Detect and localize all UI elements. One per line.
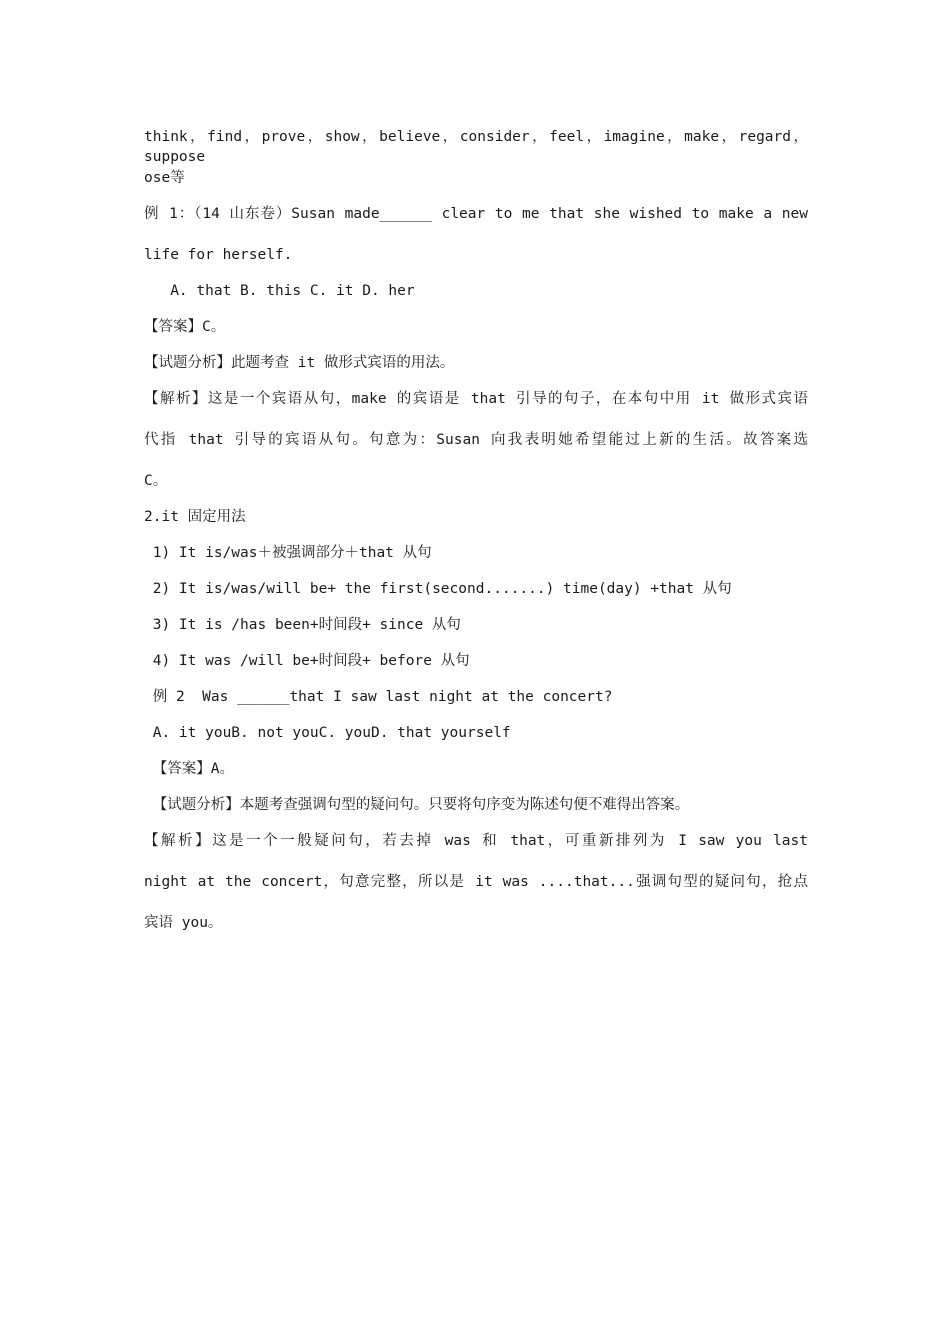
example-1-explanation: 【解析】这是一个宾语从句，make 的宾语是 that 引导的句子，在本句中用 it 做形式宾语 <box>144 391 808 407</box>
example-2-analysis: 【试题分析】本题考查强调句型的疑问句。只要将句序变为陈述句便不难得出答案。 <box>144 797 690 813</box>
example-1-answer: 【答案】C。 <box>144 319 226 335</box>
usage-item-2: 2) It is/was/will be+ the first(second.......) time(day) +that 从句 <box>144 581 732 597</box>
section-heading-it-fixed-usage: 2.it 固定用法 <box>144 509 246 525</box>
example-1-explanation-cont: 代指 that 引导的宾语从句。句意为：Susan 向我表明她希望能过上新的生活。故答案选 <box>144 432 808 448</box>
example-1-analysis: 【试题分析】此题考查 it 做形式宾语的用法。 <box>144 355 455 371</box>
example-2-explanation-cont: night at the concert，句意完整，所以是 it was ....that...强调句型的疑问句，抢点 <box>144 874 808 890</box>
example-2-options: A. it youB. not youC. youD. that yourself <box>144 725 511 741</box>
usage-item-1: 1) It is/was＋被强调部分＋that 从句 <box>144 545 432 561</box>
example-1-explanation-end: C。 <box>144 473 168 489</box>
text-line-verbs-cont: ose等 <box>144 170 185 186</box>
example-2-explanation: 【解析】这是一个一般疑问句，若去掉 was 和 that，可重新排列为 I saw you last <box>144 833 808 849</box>
example-1-question: 例 1：（14 山东卷）Susan made______ clear to me that she wished to make a new <box>144 206 808 222</box>
example-2-question: 例 2 Was ______that I saw last night at the concert? <box>144 689 613 705</box>
usage-item-4: 4) It was /will be+时间段+ before 从句 <box>144 653 470 669</box>
example-1-question-cont: life for herself. <box>144 247 293 263</box>
text-line-verbs: think，find，prove，show，believe，consider，feel，imagine，make，regard，suppose <box>144 129 808 165</box>
usage-item-3: 3) It is /has been+时间段+ since 从句 <box>144 617 461 633</box>
example-1-options: A. that B. this C. it D. her <box>144 283 415 299</box>
example-2-answer: 【答案】A。 <box>144 761 234 777</box>
example-2-explanation-end: 宾语 you。 <box>144 915 223 931</box>
